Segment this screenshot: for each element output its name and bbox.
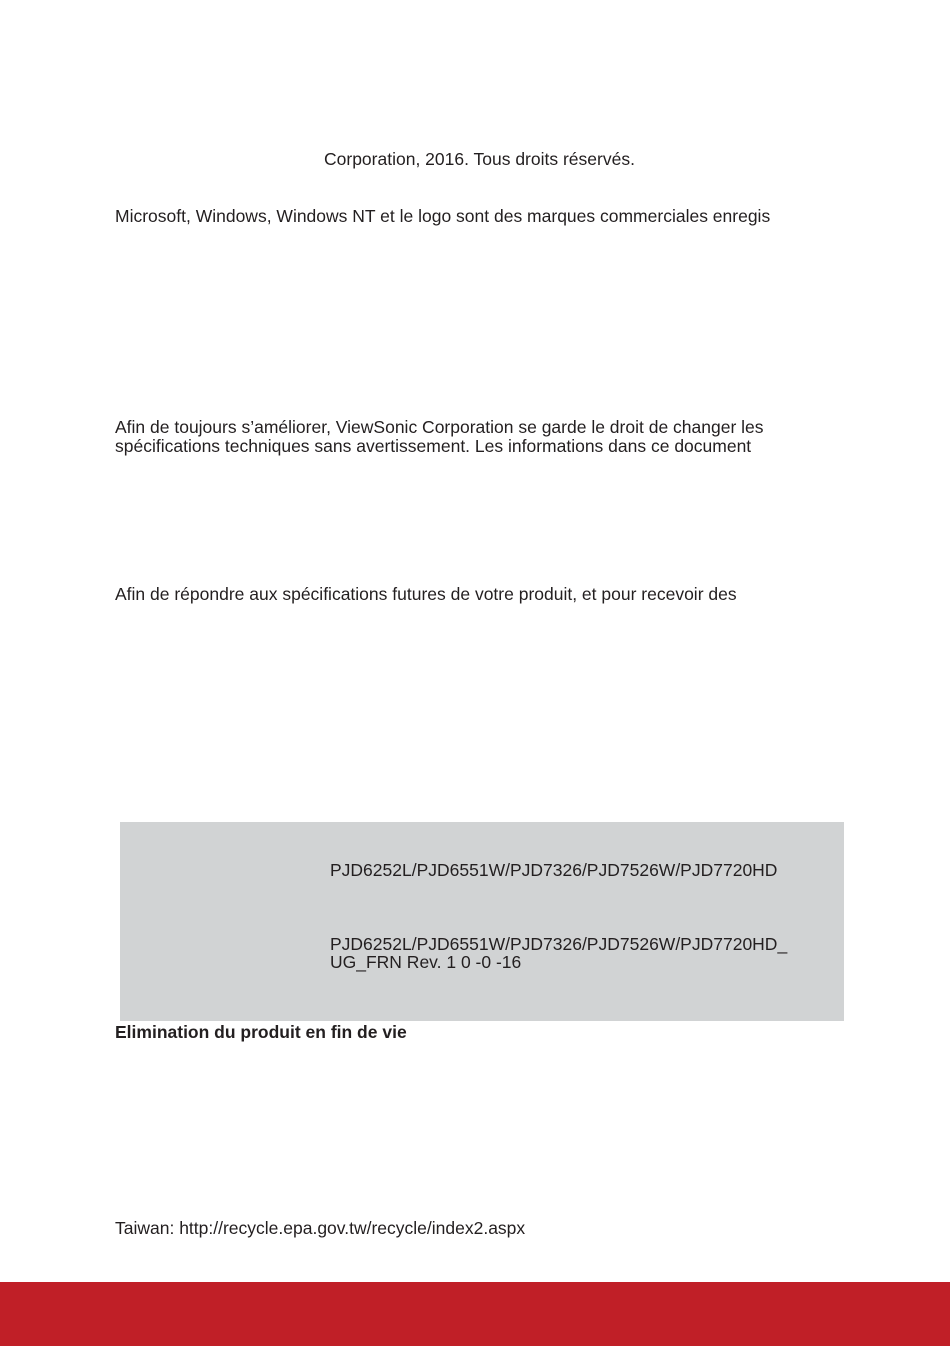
model-number-value: PJD6252L/PJD6551W/PJD7326/PJD7526W/PJD7720HD (330, 860, 778, 880)
document-number-value-line-2: UG_FRN Rev. 1 0 -0 -16 (330, 952, 522, 972)
document-number-value-line-1: PJD6252L/PJD6551W/PJD7326/PJD7526W/PJD7720HD_ (330, 934, 788, 954)
product-info-box (120, 822, 844, 1021)
registration-text: Afin de répondre aux spécifications futures de votre produit, et pour recevoir des (115, 584, 737, 604)
taiwan-recycle-link[interactable]: Taiwan: http://recycle.epa.gov.tw/recycle/index2.aspx (115, 1218, 526, 1238)
improvement-text-line-1: Afin de toujours s’améliorer, ViewSonic Corporation se garde le droit de changer les (115, 417, 764, 437)
footer-bar (0, 1282, 950, 1346)
improvement-text-line-2: spécifications techniques sans avertissement. Les informations dans ce document (115, 436, 752, 456)
copyright-text: Corporation, 2016. Tous droits réservés. (324, 149, 635, 169)
disposal-heading: Elimination du produit en fin de vie (115, 1022, 407, 1042)
trademark-text: Microsoft, Windows, Windows NT et le logo sont des marques commerciales enregis (115, 206, 771, 226)
